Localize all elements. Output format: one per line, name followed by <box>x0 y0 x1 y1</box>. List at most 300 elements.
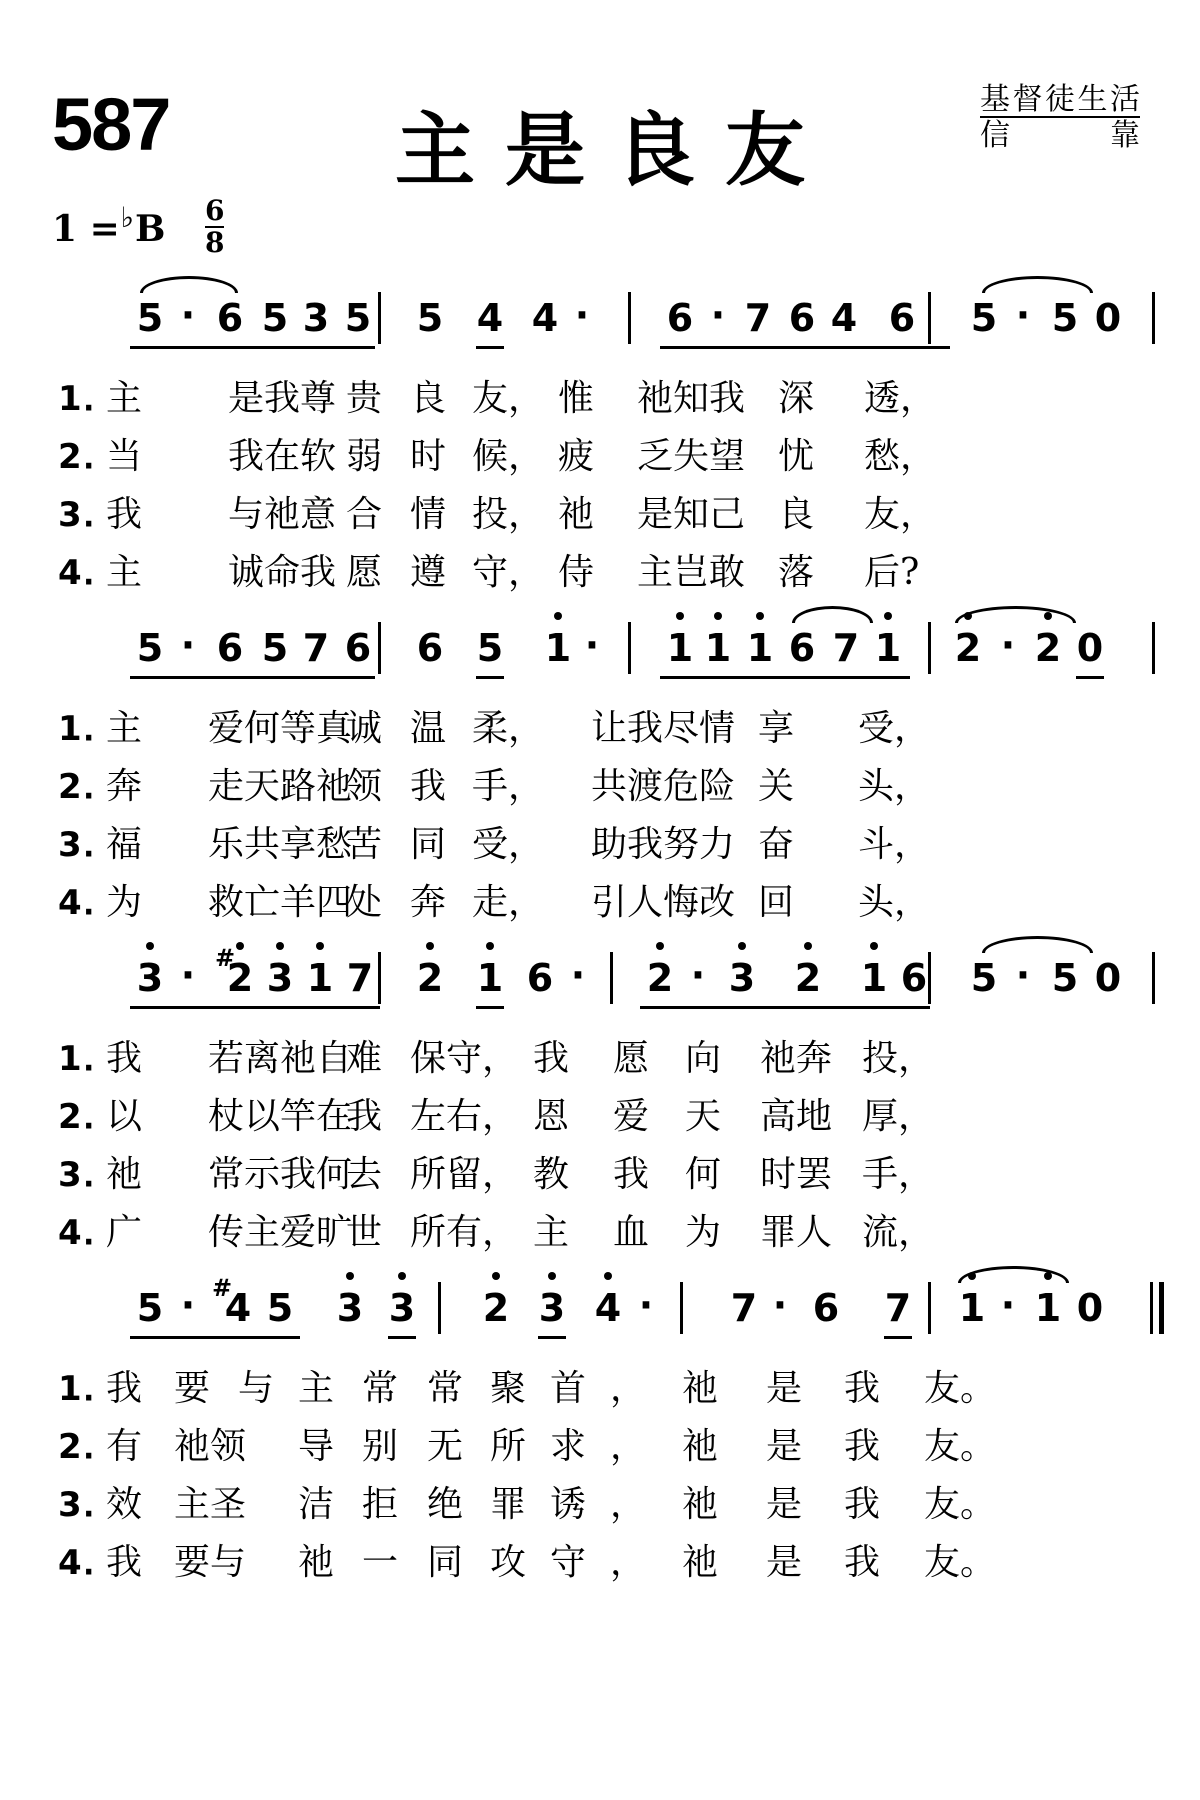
verse-number: 3 <box>58 1485 82 1525</box>
bar-line <box>928 622 931 674</box>
lyric-word: 血 <box>613 1212 650 1253</box>
verse-line <box>58 1151 1158 1202</box>
octave-dot <box>714 612 722 620</box>
lyric-word: 世 <box>346 1212 383 1253</box>
lyric-word: 手， <box>472 766 545 807</box>
lyric-word: 我 <box>346 1096 383 1137</box>
lyric-word: 我 <box>410 766 447 807</box>
verse-number-dot: · <box>83 565 95 600</box>
lyric-word: 祂知我 <box>637 378 746 419</box>
note: 1 <box>544 626 572 670</box>
verse-line <box>58 1035 1158 1086</box>
note: 5 <box>261 626 289 670</box>
lyric-word: 忧 <box>778 436 815 477</box>
verse-number: 4 <box>58 1213 82 1253</box>
lyric-word: 领 <box>346 766 383 807</box>
lyric-word: 常 <box>362 1368 399 1409</box>
lyric-word: 流， <box>862 1212 935 1253</box>
octave-dot <box>426 942 434 950</box>
note: 7 <box>346 956 374 1000</box>
lyric-word: ， <box>610 1484 647 1525</box>
lyric-word: 我 <box>613 1154 650 1195</box>
verse-line <box>58 821 1158 872</box>
verse-number: 2 <box>58 1427 82 1467</box>
note: 5 <box>261 296 289 340</box>
lyric-word: 弱 <box>346 436 383 477</box>
note: 6 <box>666 296 694 340</box>
lyric-word: 何 <box>685 1154 722 1195</box>
note-underline <box>538 1336 566 1339</box>
lyric-word: 头， <box>858 882 931 923</box>
verse-number-dot: · <box>83 1497 95 1532</box>
notation-row <box>120 944 1160 1010</box>
lyric-word: 祂 <box>106 1154 143 1195</box>
note-underline <box>476 1006 504 1009</box>
note: 6 <box>416 626 444 670</box>
bar-line <box>378 292 381 344</box>
lyric-word: 诚命我 <box>228 552 337 593</box>
note: 7 <box>730 1286 758 1330</box>
lyric-word: 后? <box>864 552 920 593</box>
lyric-word: 头， <box>858 766 931 807</box>
note: 5 <box>136 1286 164 1330</box>
verse-number-dot: · <box>83 391 95 426</box>
lyric-word: 我 <box>844 1426 881 1467</box>
verse-number-dot: · <box>83 1051 95 1086</box>
note: 5 <box>136 626 164 670</box>
octave-dot <box>276 942 284 950</box>
lyric-word: 主 <box>106 708 143 749</box>
verse-number-dot: · <box>83 895 95 930</box>
lyric-word: 走天路祂 <box>208 766 353 807</box>
note: 1 <box>704 626 732 670</box>
lyric-word: 助我努力 <box>591 824 736 865</box>
note: 3 <box>538 1286 566 1330</box>
octave-dot <box>548 1272 556 1280</box>
lyric-word: 乏失望 <box>637 436 746 477</box>
lyric-word: 奋 <box>758 824 795 865</box>
lyric-word: 奔 <box>410 882 447 923</box>
key-signature <box>52 201 166 250</box>
beam-underline <box>640 1006 930 1009</box>
lyric-word: 我 <box>106 1038 143 1079</box>
verse-number-dot: · <box>83 449 95 484</box>
lyric-word: 友。 <box>924 1542 997 1583</box>
verse-number: 1 <box>58 1369 82 1409</box>
dot-extension: · <box>180 953 196 997</box>
lyric-word: 恩 <box>533 1096 570 1137</box>
lyric-word: 愿 <box>346 552 383 593</box>
verse-number-dot: · <box>83 1381 95 1416</box>
lyric-word: 候， <box>472 436 545 477</box>
verse-number: 3 <box>58 1155 82 1195</box>
sharp-sign: # <box>212 1274 233 1302</box>
key-note: B <box>134 208 166 250</box>
verse-number-dot: · <box>83 507 95 542</box>
lyric-word: 时罢 <box>760 1154 833 1195</box>
note: 3 <box>336 1286 364 1330</box>
note: 4 <box>476 296 504 340</box>
lyric-word: 左右， <box>410 1096 519 1137</box>
bar-line <box>438 1282 441 1334</box>
bar-line <box>628 622 631 674</box>
lyric-word: 向 <box>685 1038 722 1079</box>
lyric-word: 广 <box>106 1212 143 1253</box>
note: 0 <box>1076 626 1104 670</box>
lyric-word: 走， <box>472 882 545 923</box>
verse-number: 1 <box>58 379 82 419</box>
dot-extension: · <box>690 953 706 997</box>
lyric-word: 难 <box>346 1038 383 1079</box>
note: 7 <box>744 296 772 340</box>
note-underline <box>1076 676 1104 679</box>
note: 6 <box>216 296 244 340</box>
beam-underline <box>130 346 375 349</box>
hymn-title: 主是良友 <box>395 103 835 197</box>
dot-extension: · <box>638 1283 654 1327</box>
bar-line <box>1152 622 1155 674</box>
lyric-word: 处 <box>346 882 383 923</box>
lyric-word: 友。 <box>924 1426 997 1467</box>
note: 1 <box>1034 1286 1062 1330</box>
bar-line <box>610 952 613 1004</box>
lyric-word: 友。 <box>924 1368 997 1409</box>
lyric-word: 别 <box>362 1426 399 1467</box>
verse-number: 1 <box>58 1039 82 1079</box>
beam-underline <box>660 676 910 679</box>
source-name: 基督徒生活 <box>980 82 1140 117</box>
verse-number: 3 <box>58 825 82 865</box>
author-char-2: 靠 <box>1110 118 1140 153</box>
verse-line <box>58 879 1158 930</box>
verse-number: 1 <box>58 709 82 749</box>
notation-row <box>120 1274 1160 1340</box>
beam-underline <box>130 1006 380 1009</box>
lyric-word: 良 <box>778 494 815 535</box>
lyric-word: 疲 <box>558 436 595 477</box>
beam-underline <box>130 676 375 679</box>
key-prefix: 1 = <box>52 208 120 250</box>
lyric-word: 主 <box>298 1368 335 1409</box>
dot-extension: · <box>180 623 196 667</box>
octave-dot <box>236 942 244 950</box>
lyric-word: 守， <box>472 552 545 593</box>
lyric-word: 一 <box>362 1542 399 1583</box>
note: 6 <box>788 296 816 340</box>
dot-extension: · <box>180 293 196 337</box>
lyric-word: 主 <box>106 378 143 419</box>
slur <box>982 936 1093 953</box>
lyric-word: 高地 <box>760 1096 833 1137</box>
lyric-word: 受， <box>858 708 931 749</box>
dot-extension: · <box>1015 953 1031 997</box>
lyric-word: 要 <box>174 1368 211 1409</box>
lyric-word: 侍 <box>558 552 595 593</box>
lyric-word: 投， <box>472 494 545 535</box>
note: 5 <box>970 956 998 1000</box>
verse-line <box>58 433 1158 484</box>
lyric-word: 所留， <box>410 1154 519 1195</box>
note-underline <box>476 346 504 349</box>
verse-line <box>58 491 1158 542</box>
verse-number: 2 <box>58 1097 82 1137</box>
lyric-word: 攻 <box>490 1542 527 1583</box>
lyric-word: 是 <box>766 1484 803 1525</box>
bar-line <box>1152 292 1155 344</box>
slur <box>140 276 238 293</box>
note: 5 <box>970 296 998 340</box>
bar-line <box>1152 952 1155 1004</box>
octave-dot <box>398 1272 406 1280</box>
note: 1 <box>666 626 694 670</box>
lyric-word: 友。 <box>924 1484 997 1525</box>
lyric-word: 去 <box>346 1154 383 1195</box>
note: 7 <box>884 1286 912 1330</box>
verse-number-dot: · <box>83 1109 95 1144</box>
note: 2 <box>1034 626 1062 670</box>
lyric-word: 我 <box>106 494 143 535</box>
lyric-word: 所 <box>490 1426 527 1467</box>
lyric-word: ， <box>610 1426 647 1467</box>
lyric-word: 是 <box>766 1368 803 1409</box>
note: 1 <box>874 626 902 670</box>
note: 5 <box>416 296 444 340</box>
note: 0 <box>1076 1286 1104 1330</box>
lyric-word: 我 <box>533 1038 570 1079</box>
note-underline <box>884 1336 912 1339</box>
lyric-word: 合 <box>346 494 383 535</box>
lyric-word: 透， <box>864 378 937 419</box>
lyric-word: 祂 <box>682 1542 719 1583</box>
octave-dot <box>756 612 764 620</box>
note: 5 <box>1051 956 1079 1000</box>
lyric-word: 祂领 <box>174 1426 247 1467</box>
lyric-word: 我 <box>106 1368 143 1409</box>
author-char-1: 信 <box>980 118 1010 153</box>
dot-extension: · <box>710 293 726 337</box>
verse-number: 2 <box>58 767 82 807</box>
octave-dot <box>884 612 892 620</box>
lyric-word: 愁， <box>864 436 937 477</box>
dot-extension: · <box>180 1283 196 1327</box>
lyric-word: 常示我何 <box>208 1154 353 1195</box>
note-underline <box>476 676 504 679</box>
notation-row <box>120 620 1160 680</box>
verse-line <box>58 549 1158 600</box>
time-signature-bottom: 8 <box>205 226 225 259</box>
octave-dot <box>492 1272 500 1280</box>
lyric-word: 同 <box>410 824 447 865</box>
dot-extension: · <box>1000 623 1016 667</box>
verse-line <box>58 1365 1158 1416</box>
dot-extension: · <box>570 953 586 997</box>
lyric-word: 奔 <box>106 766 143 807</box>
octave-dot <box>554 612 562 620</box>
lyric-word: 有 <box>106 1426 143 1467</box>
lyric-word: 遵 <box>410 552 447 593</box>
verse-number-dot: · <box>83 779 95 814</box>
slur <box>982 276 1093 293</box>
slur <box>955 606 1076 623</box>
lyric-word: 落 <box>778 552 815 593</box>
sharp-sign: # <box>215 944 236 972</box>
octave-dot <box>676 612 684 620</box>
bar-line <box>928 292 931 344</box>
note: 1 <box>746 626 774 670</box>
note: 2 <box>226 956 254 1000</box>
slur <box>792 606 873 623</box>
octave-dot <box>870 942 878 950</box>
lyric-word: 是知己 <box>637 494 746 535</box>
lyric-word: 我在软 <box>228 436 337 477</box>
verse-number-dot: · <box>83 1167 95 1202</box>
verse-line <box>58 1481 1158 1532</box>
note: 5 <box>1051 296 1079 340</box>
lyric-word: 情 <box>410 494 447 535</box>
verse-number: 4 <box>58 553 82 593</box>
lyric-word: 我 <box>844 1542 881 1583</box>
lyric-word: 共渡危险 <box>591 766 736 807</box>
verse-number-dot: · <box>83 1555 95 1590</box>
lyric-word: 时 <box>410 436 447 477</box>
verse-number-dot: · <box>83 1225 95 1260</box>
flat-symbol: ♭ <box>120 201 134 234</box>
note: 3 <box>728 956 756 1000</box>
lyric-word: 爱 <box>613 1096 650 1137</box>
note: 4 <box>830 296 858 340</box>
lyric-word: 祂 <box>682 1484 719 1525</box>
note: 1 <box>860 956 888 1000</box>
note-underline <box>388 1336 416 1339</box>
lyric-word: 投， <box>862 1038 935 1079</box>
verse-line <box>58 705 1158 756</box>
lyric-word: 乐共享愁 <box>208 824 353 865</box>
hymn-number: 587 <box>52 83 170 166</box>
lyric-word: 惟 <box>558 378 595 419</box>
lyric-word: ， <box>610 1368 647 1409</box>
note: 7 <box>832 626 860 670</box>
lyric-word: 苦 <box>346 824 383 865</box>
verse-number-dot: · <box>83 837 95 872</box>
note: 4 <box>594 1286 622 1330</box>
note: 2 <box>482 1286 510 1330</box>
lyric-word: 我 <box>106 1542 143 1583</box>
lyric-word: 杖以竿在 <box>208 1096 353 1137</box>
lyric-word: 所有， <box>410 1212 519 1253</box>
octave-dot <box>738 942 746 950</box>
note: 2 <box>646 956 674 1000</box>
final-bar-thin <box>1150 1282 1153 1334</box>
lyric-word: 为 <box>106 882 143 923</box>
octave-dot <box>804 942 812 950</box>
lyric-word: 祂奔 <box>760 1038 833 1079</box>
lyric-word: 救亡羊四 <box>208 882 353 923</box>
note: 6 <box>526 956 554 1000</box>
lyric-word: 引人悔改 <box>591 882 736 923</box>
dot-extension: · <box>772 1283 788 1327</box>
note: 2 <box>794 956 822 1000</box>
lyric-word: 洁 <box>298 1484 335 1525</box>
lyric-word: 福 <box>106 824 143 865</box>
lyric-word: 求 <box>550 1426 587 1467</box>
verse-line <box>58 1209 1158 1260</box>
note: 6 <box>888 296 916 340</box>
verse-number: 4 <box>58 1543 82 1583</box>
note: 4 <box>531 296 559 340</box>
lyric-word: 深 <box>778 378 815 419</box>
dot-extension: · <box>1015 293 1031 337</box>
lyric-word: 为 <box>685 1212 722 1253</box>
lyric-word: 友， <box>864 494 937 535</box>
lyric-word: 良 <box>410 378 447 419</box>
lyric-word: 传主爱旷 <box>208 1212 353 1253</box>
lyric-word: 手， <box>862 1154 935 1195</box>
note: 0 <box>1094 956 1122 1000</box>
octave-dot <box>604 1272 612 1280</box>
final-bar-thick <box>1159 1282 1164 1334</box>
lyric-word: 斗， <box>858 824 931 865</box>
lyric-word: 常 <box>427 1368 464 1409</box>
verse-line <box>58 375 1158 426</box>
lyric-word: 是 <box>766 1542 803 1583</box>
lyric-word: 若离祂自 <box>208 1038 353 1079</box>
note: 1 <box>306 956 334 1000</box>
octave-dot <box>486 942 494 950</box>
note: 6 <box>900 956 928 1000</box>
dot-extension: · <box>584 623 600 667</box>
lyric-word: 与祂意 <box>228 494 337 535</box>
verse-number-dot: · <box>83 1439 95 1474</box>
note: 0 <box>1094 296 1122 340</box>
note: 7 <box>302 626 330 670</box>
note: 5 <box>266 1286 294 1330</box>
lyric-word: 爱何等真 <box>208 708 353 749</box>
note: 4 <box>224 1286 252 1330</box>
lyric-word: 诱 <box>550 1484 587 1525</box>
bar-line <box>680 1282 683 1334</box>
lyric-word: 效 <box>106 1484 143 1525</box>
note: 6 <box>812 1286 840 1330</box>
lyric-word: 柔， <box>472 708 545 749</box>
lyric-word: 诚 <box>346 708 383 749</box>
attribution <box>980 84 1140 153</box>
lyric-word: 绝 <box>427 1484 464 1525</box>
lyric-word: 祂 <box>298 1542 335 1583</box>
lyric-word: 受， <box>472 824 545 865</box>
lyric-word: 拒 <box>362 1484 399 1525</box>
lyric-word: 厚， <box>862 1096 935 1137</box>
bar-line <box>378 622 381 674</box>
verse-line <box>58 763 1158 814</box>
slur <box>958 1266 1069 1283</box>
lyric-word: 与 <box>238 1368 275 1409</box>
note: 2 <box>954 626 982 670</box>
lyric-word: 主岂敢 <box>637 552 746 593</box>
lyric-word: 守 <box>550 1542 587 1583</box>
verse-number: 4 <box>58 883 82 923</box>
note: 3 <box>388 1286 416 1330</box>
lyric-word: 主 <box>106 552 143 593</box>
note: 2 <box>416 956 444 1000</box>
verse-line <box>58 1423 1158 1474</box>
lyric-word: 享 <box>758 708 795 749</box>
time-signature-top: 6 <box>205 194 225 227</box>
verse-number: 2 <box>58 437 82 477</box>
notation-row <box>120 290 1160 350</box>
verse-number-dot: · <box>83 721 95 756</box>
lyric-word: 导 <box>298 1426 335 1467</box>
lyric-word: 我 <box>844 1368 881 1409</box>
